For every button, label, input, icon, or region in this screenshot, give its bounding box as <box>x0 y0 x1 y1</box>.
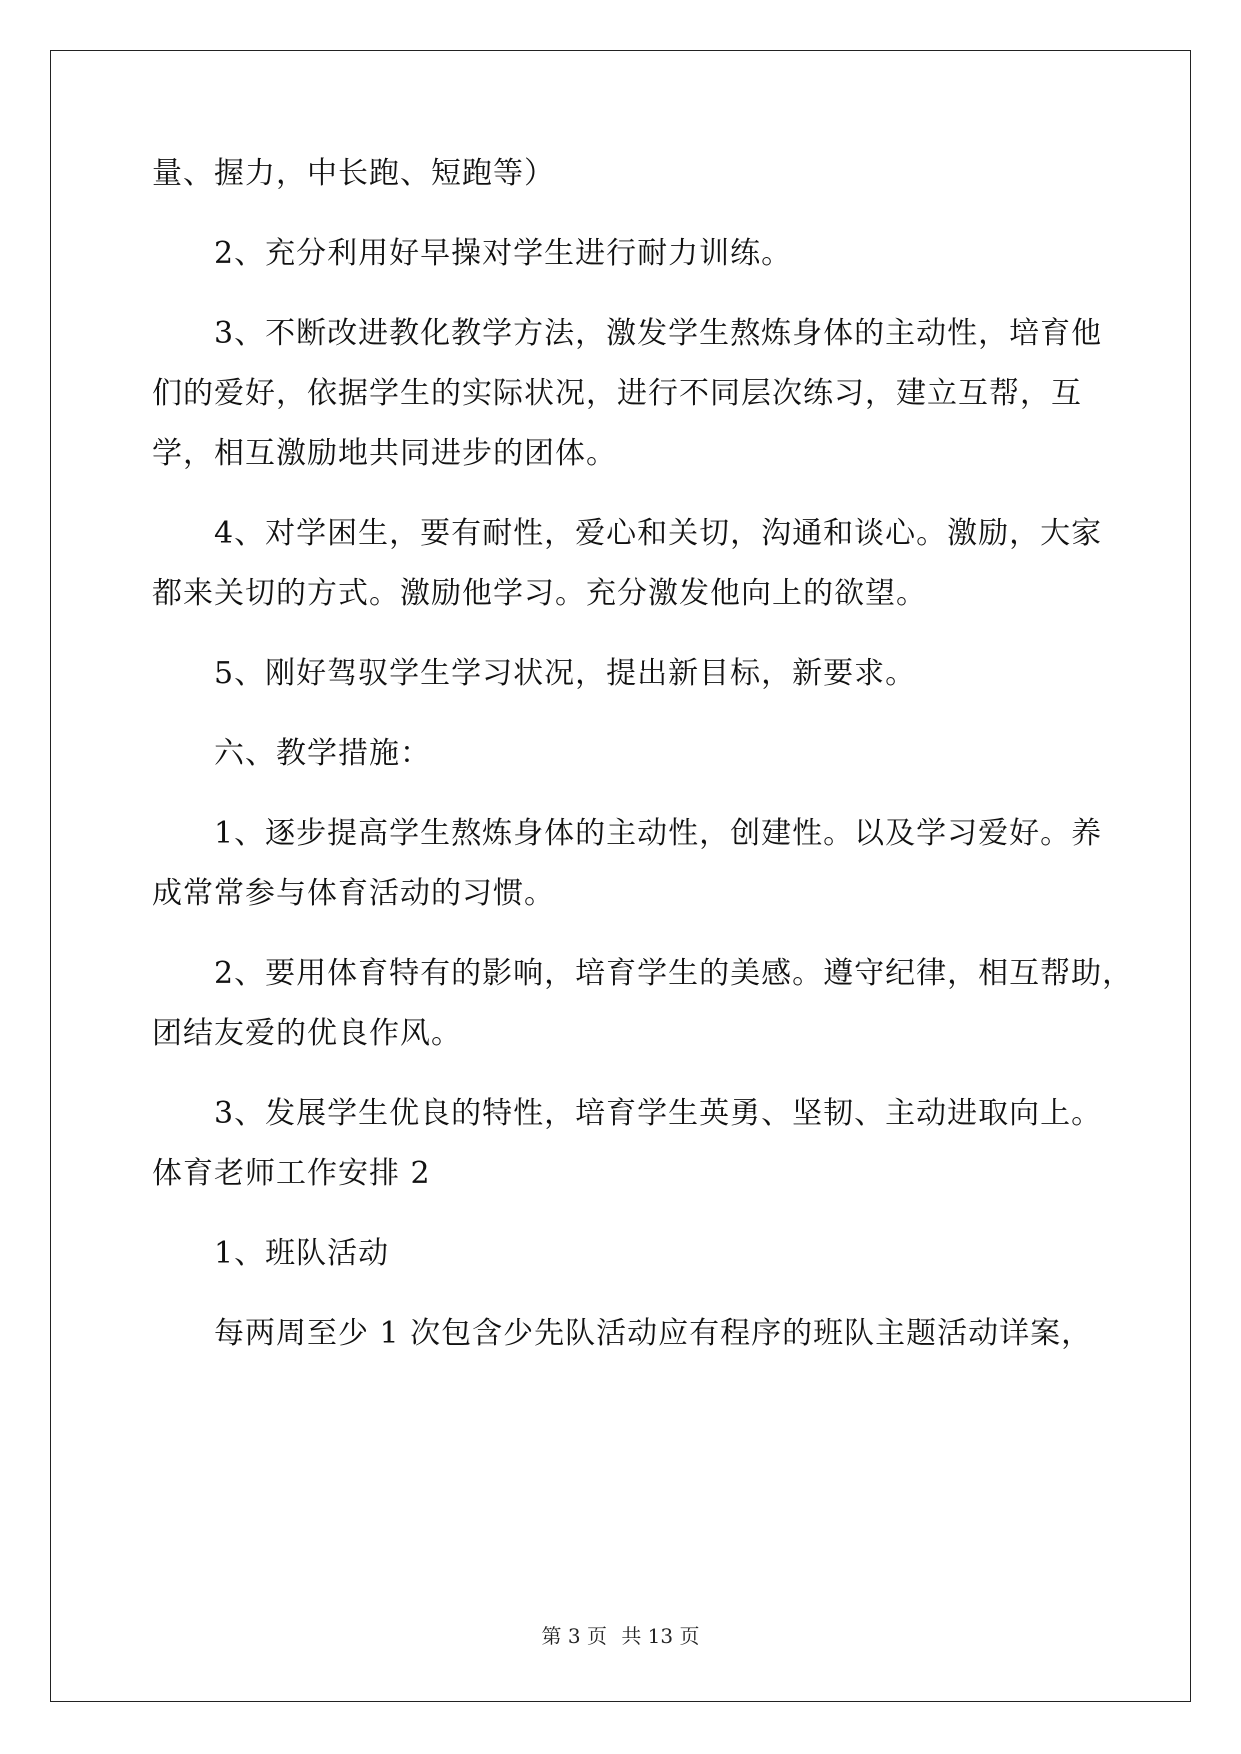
document-title: 体育老师工作安排 2 <box>152 1156 431 1191</box>
text-line-16: 1、班队活动 <box>214 1236 390 1271</box>
text-line-6: 4、对学困生，要有耐性，爱心和关切，沟通和谈心。激励，大家 <box>214 516 1103 551</box>
text-line-4: 们的爱好，依据学生的实际状况，进行不同层次练习，建立互帮，互 <box>152 376 1082 411</box>
page-footer <box>0 1624 1241 1648</box>
text-line-13: 团结友爱的优良作风。 <box>152 1016 462 1051</box>
text-line-17: 每两周至少 1 次包含少先队活动应有程序的班队主题活动详案， <box>214 1316 1093 1351</box>
text-line-10: 1、逐步提高学生熬炼身体的主动性，创建性。以及学习爱好。养 <box>214 816 1103 851</box>
text-line-2: 2、充分利用好早操对学生进行耐力训练。 <box>214 236 793 271</box>
page-number: 第 3 页 <box>541 1624 607 1648</box>
text-line-5: 学，相互激励地共同进步的团体。 <box>152 436 617 471</box>
page-total: 共 13 页 <box>621 1624 700 1648</box>
text-line-12: 2、要用体育特有的影响，培育学生的美感。遵守纪律，相互帮助， <box>214 956 1134 991</box>
section-heading: 六、教学措施： <box>214 736 431 771</box>
text-line-11: 成常常参与体育活动的习惯。 <box>152 876 555 911</box>
text-line-3: 3、不断改进教化教学方法，激发学生熬炼身体的主动性，培育他 <box>214 316 1103 351</box>
text-line-14: 3、发展学生优良的特性，培育学生英勇、坚韧、主动进取向上。 <box>214 1096 1103 1131</box>
text-line-1: 量、握力，中长跑、短跑等） <box>152 156 555 191</box>
text-line-8: 5、刚好驾驭学生学习状况，提出新目标，新要求。 <box>214 656 917 691</box>
text-line-7: 都来关切的方式。激励他学习。充分激发他向上的欲望。 <box>152 576 927 611</box>
